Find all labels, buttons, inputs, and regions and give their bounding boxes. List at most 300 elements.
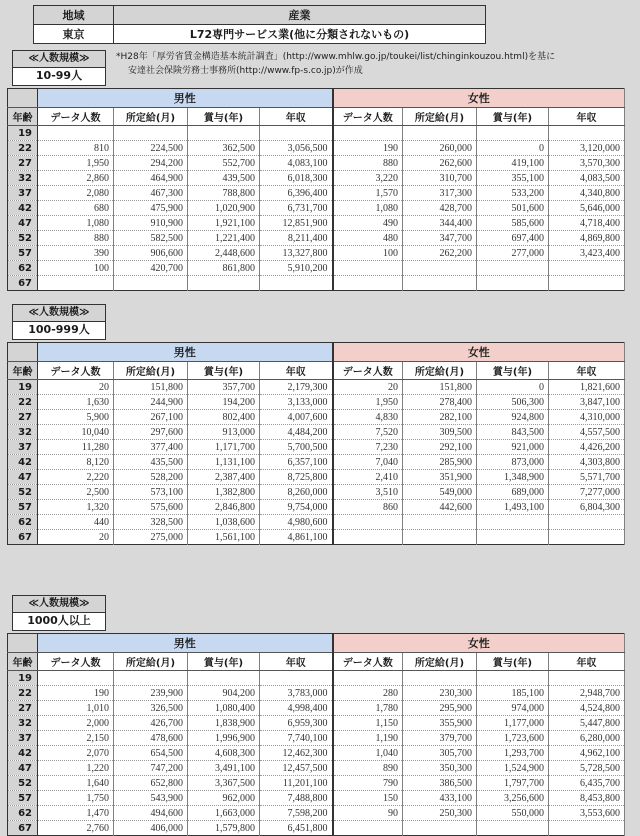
monthly-column-header: 所定給(月) (114, 362, 188, 380)
value-cell: 552,700 (188, 156, 260, 171)
age-cell: 22 (8, 686, 38, 701)
value-cell: 250,300 (403, 806, 477, 821)
value-cell: 475,900 (114, 201, 188, 216)
value-cell: 7,488,800 (260, 791, 333, 806)
age-cell: 47 (8, 761, 38, 776)
value-cell: 550,000 (477, 806, 549, 821)
value-cell: 8,120 (38, 455, 114, 470)
age-column-header: 年齢 (8, 653, 38, 671)
value-cell: 4,524,800 (549, 701, 625, 716)
value-cell: 4,557,500 (549, 425, 625, 440)
value-cell: 190 (333, 141, 403, 156)
value-cell (333, 126, 403, 141)
female-section-header: 女性 (333, 343, 625, 362)
value-cell: 4,340,800 (549, 186, 625, 201)
value-cell: 294,200 (114, 156, 188, 171)
value-cell: 573,100 (114, 485, 188, 500)
value-cell: 4,484,200 (260, 425, 333, 440)
size-scope-value: 1000人以上 (13, 613, 105, 630)
value-cell: 260,000 (403, 141, 477, 156)
value-cell: 494,600 (114, 806, 188, 821)
age-cell: 57 (8, 791, 38, 806)
value-cell: 549,000 (403, 485, 477, 500)
value-cell: 4,608,300 (188, 746, 260, 761)
value-cell: 347,700 (403, 231, 477, 246)
value-cell: 277,000 (477, 246, 549, 261)
value-cell: 2,179,300 (260, 380, 333, 395)
data-row (8, 231, 625, 246)
value-cell (549, 261, 625, 276)
value-cell: 280 (333, 686, 403, 701)
value-cell: 8,260,000 (260, 485, 333, 500)
value-cell: 3,256,600 (477, 791, 549, 806)
value-cell: 4,303,800 (549, 455, 625, 470)
corner-cell (8, 343, 38, 362)
value-cell (333, 671, 403, 686)
value-cell: 267,100 (114, 410, 188, 425)
value-cell: 239,900 (114, 686, 188, 701)
data-row (8, 761, 625, 776)
value-cell: 4,083,100 (260, 156, 333, 171)
value-cell: 689,000 (477, 485, 549, 500)
value-cell: 1,020,900 (188, 201, 260, 216)
value-cell: 440 (38, 515, 114, 530)
data-row (8, 126, 625, 141)
value-cell: 585,600 (477, 216, 549, 231)
age-cell: 27 (8, 156, 38, 171)
value-cell (114, 276, 188, 291)
value-cell: 6,018,300 (260, 171, 333, 186)
value-cell: 478,600 (114, 731, 188, 746)
value-cell (403, 126, 477, 141)
value-cell: 344,400 (403, 216, 477, 231)
value-cell: 1,171,700 (188, 440, 260, 455)
value-cell: 317,300 (403, 186, 477, 201)
value-cell: 5,728,500 (549, 761, 625, 776)
size-scope-box (12, 304, 106, 340)
region-industry-table (33, 5, 486, 44)
data-row (8, 455, 625, 470)
data-row (8, 530, 625, 545)
value-cell: 528,200 (114, 470, 188, 485)
age-cell: 62 (8, 806, 38, 821)
value-cell: 310,700 (403, 171, 477, 186)
data-row (8, 500, 625, 515)
value-cell: 12,851,900 (260, 216, 333, 231)
age-cell: 19 (8, 380, 38, 395)
value-cell: 0 (477, 141, 549, 156)
data-row (8, 731, 625, 746)
value-cell: 533,200 (477, 186, 549, 201)
value-cell: 285,900 (403, 455, 477, 470)
value-cell: 0 (477, 380, 549, 395)
value-cell: 194,200 (188, 395, 260, 410)
value-cell: 464,900 (114, 171, 188, 186)
value-cell (549, 126, 625, 141)
value-cell: 697,400 (477, 231, 549, 246)
data-row (8, 380, 625, 395)
value-cell: 3,510 (333, 485, 403, 500)
value-cell: 1,570 (333, 186, 403, 201)
value-cell: 2,387,400 (188, 470, 260, 485)
value-cell: 9,754,000 (260, 500, 333, 515)
value-cell: 1,221,400 (188, 231, 260, 246)
female-section-header: 女性 (333, 634, 625, 653)
value-cell (477, 671, 549, 686)
value-cell: 861,800 (188, 261, 260, 276)
value-cell (477, 515, 549, 530)
count-column-header: データ人数 (333, 653, 403, 671)
value-cell: 4,310,000 (549, 410, 625, 425)
value-cell: 924,800 (477, 410, 549, 425)
data-row (8, 470, 625, 485)
annual-column-header: 年収 (549, 653, 625, 671)
region-header-cell: 地域 (34, 6, 114, 25)
value-cell: 244,900 (114, 395, 188, 410)
value-cell: 1,131,100 (188, 455, 260, 470)
value-cell: 2,760 (38, 821, 114, 836)
value-cell: 350,300 (403, 761, 477, 776)
value-cell: 2,000 (38, 716, 114, 731)
value-cell: 297,600 (114, 425, 188, 440)
bonus-column-header: 賞与(年) (188, 362, 260, 380)
value-cell: 439,500 (188, 171, 260, 186)
value-cell: 282,100 (403, 410, 477, 425)
value-cell: 151,800 (403, 380, 477, 395)
value-cell: 1,921,100 (188, 216, 260, 231)
corner-cell (8, 634, 38, 653)
monthly-column-header: 所定給(月) (403, 362, 477, 380)
value-cell: 575,600 (114, 500, 188, 515)
age-cell: 37 (8, 731, 38, 746)
bonus-column-header: 賞与(年) (477, 653, 549, 671)
value-cell: 467,300 (114, 186, 188, 201)
value-cell: 7,740,100 (260, 731, 333, 746)
value-cell: 1,524,900 (477, 761, 549, 776)
value-cell: 490 (333, 216, 403, 231)
value-cell: 810 (38, 141, 114, 156)
male-section-header: 男性 (38, 343, 333, 362)
data-row (8, 440, 625, 455)
value-cell (549, 671, 625, 686)
value-cell: 1,630 (38, 395, 114, 410)
source-note (116, 51, 555, 79)
value-cell: 747,200 (114, 761, 188, 776)
value-cell: 428,700 (403, 201, 477, 216)
value-cell: 880 (333, 156, 403, 171)
monthly-column-header: 所定給(月) (114, 108, 188, 126)
bonus-column-header: 賞与(年) (477, 108, 549, 126)
age-cell: 52 (8, 776, 38, 791)
value-cell: 6,451,800 (260, 821, 333, 836)
value-cell (403, 671, 477, 686)
value-cell: 7,230 (333, 440, 403, 455)
value-cell (403, 515, 477, 530)
value-cell: 7,040 (333, 455, 403, 470)
value-cell: 262,600 (403, 156, 477, 171)
value-cell (38, 276, 114, 291)
age-cell: 42 (8, 201, 38, 216)
value-cell: 433,100 (403, 791, 477, 806)
size-scope-value: 100-999人 (13, 322, 105, 339)
value-cell (403, 261, 477, 276)
value-cell: 974,000 (477, 701, 549, 716)
value-cell: 1,838,900 (188, 716, 260, 731)
value-cell: 1,080 (333, 201, 403, 216)
value-cell: 652,800 (114, 776, 188, 791)
data-row (8, 716, 625, 731)
value-cell: 4,980,600 (260, 515, 333, 530)
value-cell: 8,453,800 (549, 791, 625, 806)
value-cell: 1,190 (333, 731, 403, 746)
value-cell: 1,080 (38, 216, 114, 231)
value-cell (333, 276, 403, 291)
value-cell: 4,083,500 (549, 171, 625, 186)
value-cell: 4,007,600 (260, 410, 333, 425)
data-row (8, 395, 625, 410)
age-cell: 32 (8, 716, 38, 731)
value-cell: 2,448,600 (188, 246, 260, 261)
data-row (8, 686, 625, 701)
value-cell (477, 276, 549, 291)
data-row (8, 171, 625, 186)
corner-cell (8, 89, 38, 108)
size-scope-label: ≪人数規模≫ (13, 596, 105, 613)
value-cell (188, 126, 260, 141)
value-cell: 6,280,000 (549, 731, 625, 746)
data-row (8, 515, 625, 530)
age-cell: 52 (8, 485, 38, 500)
value-cell: 843,500 (477, 425, 549, 440)
bonus-column-header: 賞与(年) (477, 362, 549, 380)
value-cell: 4,998,400 (260, 701, 333, 716)
value-cell (188, 276, 260, 291)
male-section-header: 男性 (38, 634, 333, 653)
value-cell: 328,500 (114, 515, 188, 530)
value-cell: 873,000 (477, 455, 549, 470)
age-cell: 42 (8, 746, 38, 761)
value-cell: 292,100 (403, 440, 477, 455)
value-cell: 3,491,100 (188, 761, 260, 776)
value-cell: 10,040 (38, 425, 114, 440)
value-cell: 890 (333, 761, 403, 776)
value-cell (477, 261, 549, 276)
age-column-header: 年齢 (8, 362, 38, 380)
value-cell: 2,860 (38, 171, 114, 186)
value-cell: 3,553,600 (549, 806, 625, 821)
value-cell: 151,800 (114, 380, 188, 395)
value-cell: 20 (333, 380, 403, 395)
value-cell: 5,571,700 (549, 470, 625, 485)
annual-column-header: 年収 (260, 108, 333, 126)
age-cell: 27 (8, 410, 38, 425)
data-row (8, 746, 625, 761)
source-note-line2: 安達社会保険労務士事務所(http://www.fp-s.co.jp)が作成 (128, 65, 363, 76)
size-scope-value: 10-99人 (13, 68, 105, 85)
value-cell: 2,080 (38, 186, 114, 201)
value-cell: 1,797,700 (477, 776, 549, 791)
age-cell: 47 (8, 216, 38, 231)
value-cell: 1,320 (38, 500, 114, 515)
count-column-header: データ人数 (333, 108, 403, 126)
value-cell: 5,700,500 (260, 440, 333, 455)
annual-column-header: 年収 (549, 108, 625, 126)
value-cell: 654,500 (114, 746, 188, 761)
value-cell: 1,750 (38, 791, 114, 806)
value-cell (477, 126, 549, 141)
age-cell: 57 (8, 500, 38, 515)
value-cell: 230,300 (403, 686, 477, 701)
age-cell: 67 (8, 821, 38, 836)
value-cell: 3,783,000 (260, 686, 333, 701)
value-cell: 406,000 (114, 821, 188, 836)
value-cell: 3,120,000 (549, 141, 625, 156)
value-cell: 386,500 (403, 776, 477, 791)
value-cell: 2,070 (38, 746, 114, 761)
value-cell: 906,600 (114, 246, 188, 261)
value-cell: 3,056,500 (260, 141, 333, 156)
value-cell (188, 671, 260, 686)
source-note-line1: *H28年「厚労省賃金構造基本統計調査」(http://www.mhlw.go.jp/toukei/list/chinginkouzou.html)を基に (116, 52, 556, 62)
value-cell: 582,500 (114, 231, 188, 246)
age-cell: 62 (8, 261, 38, 276)
female-section-header: 女性 (333, 89, 625, 108)
value-cell: 1,493,100 (477, 500, 549, 515)
value-cell: 6,959,300 (260, 716, 333, 731)
value-cell: 5,447,800 (549, 716, 625, 731)
value-cell: 5,646,000 (549, 201, 625, 216)
data-row (8, 201, 625, 216)
age-cell: 47 (8, 470, 38, 485)
age-cell: 32 (8, 425, 38, 440)
value-cell: 6,357,100 (260, 455, 333, 470)
value-cell: 904,200 (188, 686, 260, 701)
value-cell: 2,948,700 (549, 686, 625, 701)
value-cell: 295,900 (403, 701, 477, 716)
value-cell: 6,804,300 (549, 500, 625, 515)
size-scope-box (12, 50, 106, 86)
value-cell: 90 (333, 806, 403, 821)
value-cell: 278,400 (403, 395, 477, 410)
value-cell: 3,423,400 (549, 246, 625, 261)
value-cell: 1,723,600 (477, 731, 549, 746)
value-cell: 4,962,100 (549, 746, 625, 761)
age-cell: 67 (8, 530, 38, 545)
value-cell: 3,570,300 (549, 156, 625, 171)
value-cell: 6,731,700 (260, 201, 333, 216)
value-cell: 262,200 (403, 246, 477, 261)
value-cell: 1,010 (38, 701, 114, 716)
data-row (8, 410, 625, 425)
age-cell: 57 (8, 246, 38, 261)
age-cell: 27 (8, 701, 38, 716)
value-cell: 1,996,900 (188, 731, 260, 746)
salary-table-1000plus (7, 633, 625, 836)
industry-header-cell: 産業 (114, 6, 486, 25)
value-cell: 362,500 (188, 141, 260, 156)
value-cell: 13,327,800 (260, 246, 333, 261)
value-cell: 419,100 (477, 156, 549, 171)
age-cell: 42 (8, 455, 38, 470)
value-cell: 788,800 (188, 186, 260, 201)
monthly-column-header: 所定給(月) (114, 653, 188, 671)
value-cell (333, 261, 403, 276)
value-cell (549, 276, 625, 291)
count-column-header: データ人数 (333, 362, 403, 380)
count-column-header: データ人数 (38, 362, 114, 380)
value-cell (477, 530, 549, 545)
value-cell (403, 530, 477, 545)
size-scope-box (12, 595, 106, 631)
value-cell: 6,435,700 (549, 776, 625, 791)
value-cell: 7,598,200 (260, 806, 333, 821)
value-cell: 442,600 (403, 500, 477, 515)
count-column-header: データ人数 (38, 653, 114, 671)
data-row (8, 671, 625, 686)
value-cell: 20 (38, 530, 114, 545)
age-cell: 32 (8, 171, 38, 186)
value-cell: 185,100 (477, 686, 549, 701)
data-row (8, 821, 625, 836)
annual-column-header: 年収 (549, 362, 625, 380)
value-cell: 420,700 (114, 261, 188, 276)
value-cell: 1,640 (38, 776, 114, 791)
value-cell: 390 (38, 246, 114, 261)
value-cell (403, 276, 477, 291)
value-cell (114, 126, 188, 141)
value-cell: 4,426,200 (549, 440, 625, 455)
value-cell: 12,457,500 (260, 761, 333, 776)
value-cell: 1,348,900 (477, 470, 549, 485)
value-cell (333, 530, 403, 545)
value-cell (260, 276, 333, 291)
data-row (8, 276, 625, 291)
value-cell: 3,847,100 (549, 395, 625, 410)
value-cell: 3,220 (333, 171, 403, 186)
data-row (8, 261, 625, 276)
value-cell: 6,396,400 (260, 186, 333, 201)
value-cell: 5,900 (38, 410, 114, 425)
age-cell: 52 (8, 231, 38, 246)
value-cell: 150 (333, 791, 403, 806)
age-cell: 37 (8, 440, 38, 455)
value-cell: 4,869,800 (549, 231, 625, 246)
value-cell: 1,561,100 (188, 530, 260, 545)
value-cell: 379,700 (403, 731, 477, 746)
value-cell: 1,663,000 (188, 806, 260, 821)
value-cell: 1,293,700 (477, 746, 549, 761)
data-row (8, 156, 625, 171)
size-scope-label: ≪人数規模≫ (13, 51, 105, 68)
data-row (8, 216, 625, 231)
data-row (8, 485, 625, 500)
size-block-100-999 (7, 304, 640, 545)
value-cell: 962,000 (188, 791, 260, 806)
value-cell: 910,900 (114, 216, 188, 231)
value-cell (549, 821, 625, 836)
value-cell: 8,211,400 (260, 231, 333, 246)
value-cell: 7,277,000 (549, 485, 625, 500)
monthly-column-header: 所定給(月) (403, 108, 477, 126)
age-cell: 22 (8, 141, 38, 156)
value-cell: 100 (38, 261, 114, 276)
value-cell: 2,410 (333, 470, 403, 485)
value-cell: 3,133,000 (260, 395, 333, 410)
value-cell: 357,700 (188, 380, 260, 395)
value-cell: 4,718,400 (549, 216, 625, 231)
value-cell: 1,780 (333, 701, 403, 716)
value-cell: 921,000 (477, 440, 549, 455)
